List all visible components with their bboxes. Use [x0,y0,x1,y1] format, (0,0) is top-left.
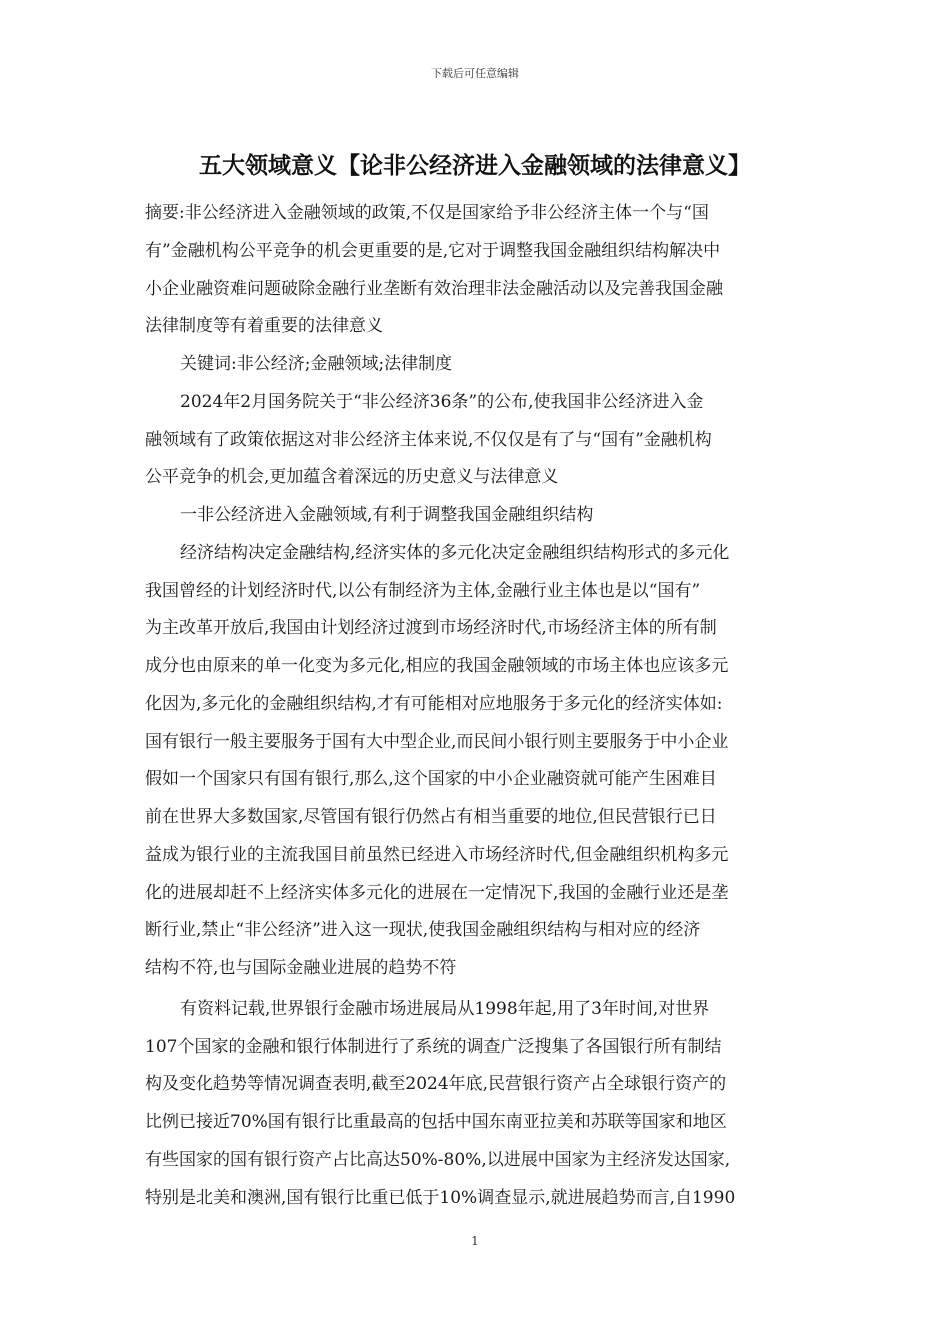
paragraph-line: 我国曾经的计划经济时代,以公有制经济为主体,金融行业主体也是以“国有” [145,580,701,601]
paragraph-line: 为主改革开放后,我国由计划经济过渡到市场经济时代,市场经济主体的所有制 [145,618,717,639]
paragraph-line: 前在世界大多数国家,尽管国有银行仍然占有相当重要的地位,但民营银行已日 [145,807,717,827]
document-title: 五大领域意义【论非公经济进入金融领域的法律意义】 [199,152,751,179]
page-header-note: 下载后可任意编辑 [431,67,519,80]
paragraph-line: 结构不符,也与国际金融业进展的趋势不符 [145,958,457,978]
paragraph-line: 国有银行一般主要服务于国有大中型企业,而民间小银行则主要服务于中小企业 [145,731,729,752]
paragraph-line: 化的进展却赶不上经济实体多元化的进展在一定情况下,我国的金融行业还是垄 [145,882,729,903]
paragraph-line: 比例已接近70%国有银行比重最高的包括中国东南亚拉美和苏联等国家和地区 [145,1112,727,1132]
paragraph-line: 断行业,禁止“非公经济”进入这一现状,使我国金融组织结构与相对应的经济 [145,920,701,941]
abstract-line: 法律制度等有着重要的法律意义 [145,316,383,337]
keywords-line: 关键词:非公经济;金融领域;法律制度 [180,354,453,374]
paragraph-line: 公平竞争的机会,更加蕴含着深远的历史意义与法律意义 [145,467,559,488]
paragraph-line: 融领域有了政策依据这对非公经济主体来说,不仅仅是有了与“国有”金融机构 [145,429,712,450]
paragraph-line: 有些国家的国有银行资产占比高达50%-80%,以进展中国家为主经济发达国家, [145,1149,731,1170]
paragraph-line: 假如一个国家只有国有银行,那么,这个国家的中小企业融资就可能产生困难目 [145,769,717,790]
paragraph-line: 益成为银行业的主流我国目前虽然已经进入市场经济时代,但金融组织机构多元 [145,844,729,865]
abstract-line: 摘要:非公经济进入金融领域的政策,不仅是国家给予非公经济主体一个与“国 [145,203,709,223]
paragraph-line: 成分也由原来的单一化变为多元化,相应的我国金融领域的市场主体也应该多元 [145,656,729,676]
paragraph-line: 特别是北美和澳洲,国有银行比重已低于10%调查显示,就进展趋势而言,自1990 [145,1187,736,1208]
paragraph-line: 构及变化趋势等情况调查表明,截至2024年底,民营银行资产占全球银行资产的 [145,1074,727,1095]
abstract-line: 有”金融机构公平竞争的机会更重要的是,它对于调整我国金融组织结构解决中 [145,240,721,261]
paragraph-line: 107个国家的金融和银行体制进行了系统的调查广泛搜集了各国银行所有制结 [145,1036,722,1057]
paragraph-line: 经济结构决定金融结构,经济实体的多元化决定金融组织结构形式的多元化 [180,542,730,563]
paragraph-line: 化因为,多元化的金融组织结构,才有可能相对应地服务于多元化的经济实体如: [145,693,723,714]
abstract-line: 小企业融资难问题破除金融行业垄断有效治理非法金融活动以及完善我国金融 [145,278,723,299]
page-number: 1 [471,1234,479,1248]
paragraph-line: 2024年2月国务院关于“非公经济36条”的公布,使我国非公经济进入金 [180,391,704,412]
section-heading: 一非公经济进入金融领域,有利于调整我国金融组织结构 [180,505,594,525]
paragraph-line: 有资料记载,世界银行金融市场进展局从1998年起,用了3年时间,对世界 [180,998,710,1019]
document-body [145,195,810,1217]
